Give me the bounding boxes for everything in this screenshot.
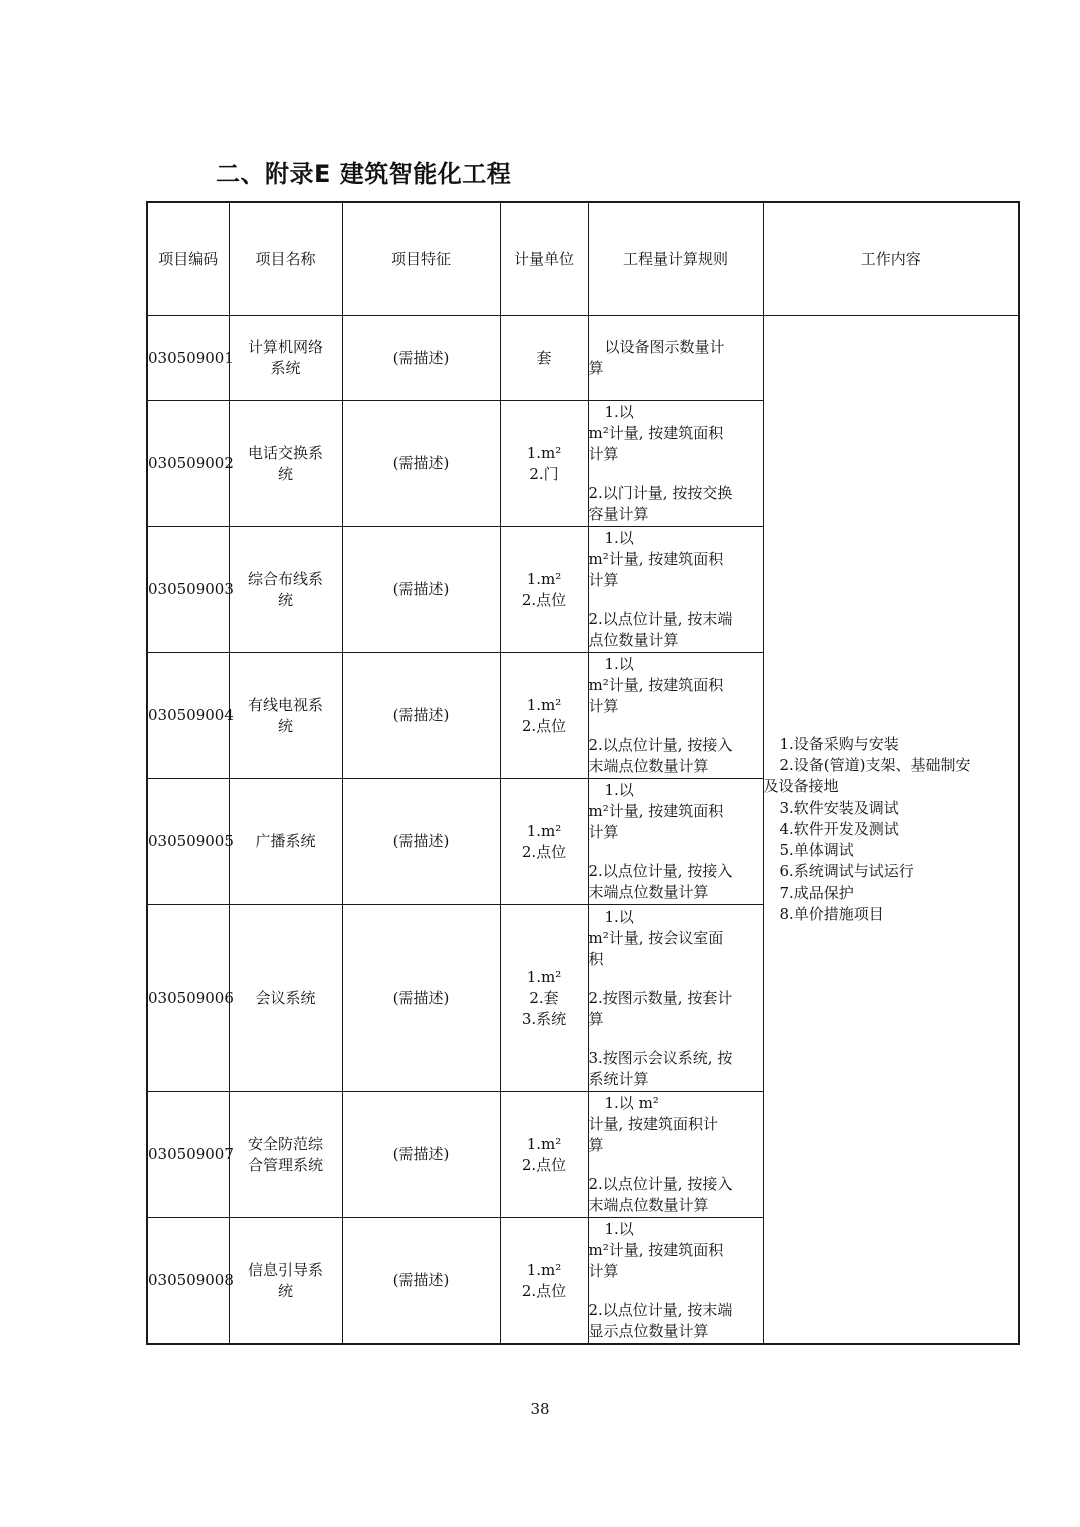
item-feature: (需描述) [342,905,500,1092]
rule-line: 计算 [588,445,619,463]
unit-line: 1.m² [526,1260,562,1279]
item-name-line: 系统 [270,359,301,377]
rule-line: 算 [588,1136,604,1154]
item-feature: (需描述) [342,401,500,527]
unit-line: 2.点位 [521,590,567,609]
rule-gap [589,1282,763,1300]
rule-line: 显示点位数量计算 [588,1322,709,1340]
item-name-line: 统 [277,1281,293,1300]
item-rule [588,1218,763,1345]
table-header-row [147,202,1019,316]
table-row [147,316,1019,401]
work-item: 2.设备(管道)支架、基础制安 [779,756,971,775]
unit-line: 1.m² [526,695,562,714]
rule-line: 2.按图示数量, 按套计 [588,988,733,1007]
work-item: 4.软件开发及测试 [779,819,899,838]
rule-gap [589,1156,763,1174]
item-code: 030509003 [147,527,229,653]
rule-line: 2.以点位计量, 按末端 [588,610,733,628]
rule-line: 计算 [588,571,619,589]
item-name-line: 广播系统 [255,832,316,850]
work-item: 6.系统调试与试运行 [779,862,914,881]
unit-line: 1.m² [526,967,562,986]
item-code: 030509007 [147,1092,229,1218]
item-name [229,905,342,1092]
rule-line: 系统计算 [588,1069,649,1088]
item-feature: (需描述) [342,1218,500,1345]
rule-line: 3.按图示会议系统, 按 [588,1048,733,1067]
rule-gap [589,465,763,483]
item-name-line: 统 [277,464,293,483]
rule-line: 2.以点位计量, 按接入 [588,1175,733,1193]
item-code: 030509006 [147,905,229,1092]
item-name-line: 统 [277,716,293,735]
unit-line: 2.点位 [521,1281,567,1300]
rule-gap [589,717,763,735]
item-unit [500,779,588,905]
item-name [229,653,342,779]
unit-line: 套 [536,348,552,367]
item-feature: (需描述) [342,779,500,905]
item-unit [500,316,588,401]
unit-line: 2.点位 [521,1155,567,1174]
rule-line: 2.以点位计量, 按接入 [588,862,733,880]
unit-line: 3.系统 [521,1009,567,1028]
rule-line: 1.以 [604,403,634,421]
rule-line: m²计量, 按建筑面积 [588,802,724,820]
rule-line: 容量计算 [588,505,649,523]
item-unit [500,1092,588,1218]
item-feature: (需描述) [342,653,500,779]
rule-line: 计算 [588,1262,619,1280]
unit-line: 1.m² [526,1134,562,1153]
item-name-line: 计算机网络 [247,338,323,356]
rule-line: 算 [588,1009,604,1028]
rule-line: 积 [588,949,604,968]
rule-line: 2.以点位计量, 按接入 [588,736,733,754]
item-rule [588,316,763,401]
header-work: 工作内容 [763,202,1019,316]
item-rule [588,527,763,653]
work-item: 5.单体调试 [779,841,854,860]
item-feature: (需描述) [342,316,500,401]
header-feature: 项目特征 [342,202,500,316]
rule-line: 末端点位数量计算 [588,757,709,775]
item-feature: (需描述) [342,1092,500,1218]
spec-table [146,201,1020,1345]
rule-line: 1.以 [604,1220,634,1238]
item-code: 030509005 [147,779,229,905]
item-name [229,316,342,401]
work-item: 8.单价措施项目 [779,904,884,923]
item-name [229,1218,342,1345]
item-name-line: 有线电视系 [247,695,323,714]
header-name: 项目名称 [229,202,342,316]
work-item: 3.软件安装及调试 [779,798,899,817]
rule-line: 计量, 按建筑面积计 [588,1115,719,1133]
work-item: 1.设备采购与安装 [779,735,899,754]
work-content [763,316,1019,1345]
header-rule: 工程量计算规则 [588,202,763,316]
rule-gap [589,591,763,609]
rule-line: m²计量, 按建筑面积 [588,550,724,568]
item-name [229,1092,342,1218]
unit-line: 2.点位 [521,716,567,735]
rule-line: 计算 [588,697,619,715]
rule-gap [589,843,763,861]
item-name-line: 安全防范综 [247,1134,323,1153]
rule-line: m²计量, 按建筑面积 [588,676,724,694]
rule-line: 1.以 [604,907,634,926]
item-code: 030509001 [147,316,229,401]
work-item-continued: 及设备接地 [763,777,839,796]
rule-line: 1.以 [604,529,634,547]
item-rule [588,1092,763,1218]
rule-line: 以设备图示数量计 [604,338,725,356]
rule-line: m²计量, 按会议室面 [588,928,724,947]
item-code: 030509004 [147,653,229,779]
unit-line: 2.门 [529,464,559,483]
rule-line: m²计量, 按建筑面积 [588,424,724,442]
item-rule [588,905,763,1092]
rule-line: 2.以点位计量, 按末端 [588,1301,733,1319]
rule-line: 末端点位数量计算 [588,1196,709,1214]
header-unit: 计量单位 [500,202,588,316]
rule-line: 1.以 [604,655,634,673]
item-name-line: 信息引导系 [247,1260,323,1279]
rule-gap [589,970,763,988]
rule-line: 1.以 m² [604,1094,659,1112]
rule-line: 1.以 [604,781,634,799]
item-unit [500,653,588,779]
unit-line: 1.m² [526,569,562,588]
rule-line: 点位数量计算 [588,631,679,649]
rule-gap [589,1030,763,1048]
item-unit [500,401,588,527]
header-code: 项目编码 [147,202,229,316]
item-unit [500,905,588,1092]
rule-line: 2.以门计量, 按按交换 [588,484,733,502]
unit-line: 2.点位 [521,842,567,861]
unit-line: 2.套 [529,988,559,1007]
item-feature: (需描述) [342,527,500,653]
item-name-line: 会议系统 [255,988,316,1007]
item-rule [588,653,763,779]
document-title: 二、附录E 建筑智能化工程 [216,160,512,188]
item-code: 030509002 [147,401,229,527]
item-rule [588,779,763,905]
item-unit [500,527,588,653]
unit-line: 1.m² [526,443,562,462]
item-name-line: 统 [277,590,293,609]
item-name-line: 电话交换系 [247,443,323,462]
page-number: 38 [530,1400,550,1418]
item-rule [588,401,763,527]
rule-line: 计算 [588,823,619,841]
item-unit [500,1218,588,1345]
item-name [229,527,342,653]
work-item: 7.成品保护 [779,883,854,902]
rule-line: m²计量, 按建筑面积 [588,1241,724,1259]
item-name [229,401,342,527]
item-name [229,779,342,905]
unit-line: 1.m² [526,821,562,840]
item-name-line: 综合布线系 [247,569,323,588]
item-code: 030509008 [147,1218,229,1345]
rule-line: 末端点位数量计算 [588,883,709,901]
item-name-line: 合管理系统 [247,1155,323,1174]
rule-line: 算 [588,359,604,377]
